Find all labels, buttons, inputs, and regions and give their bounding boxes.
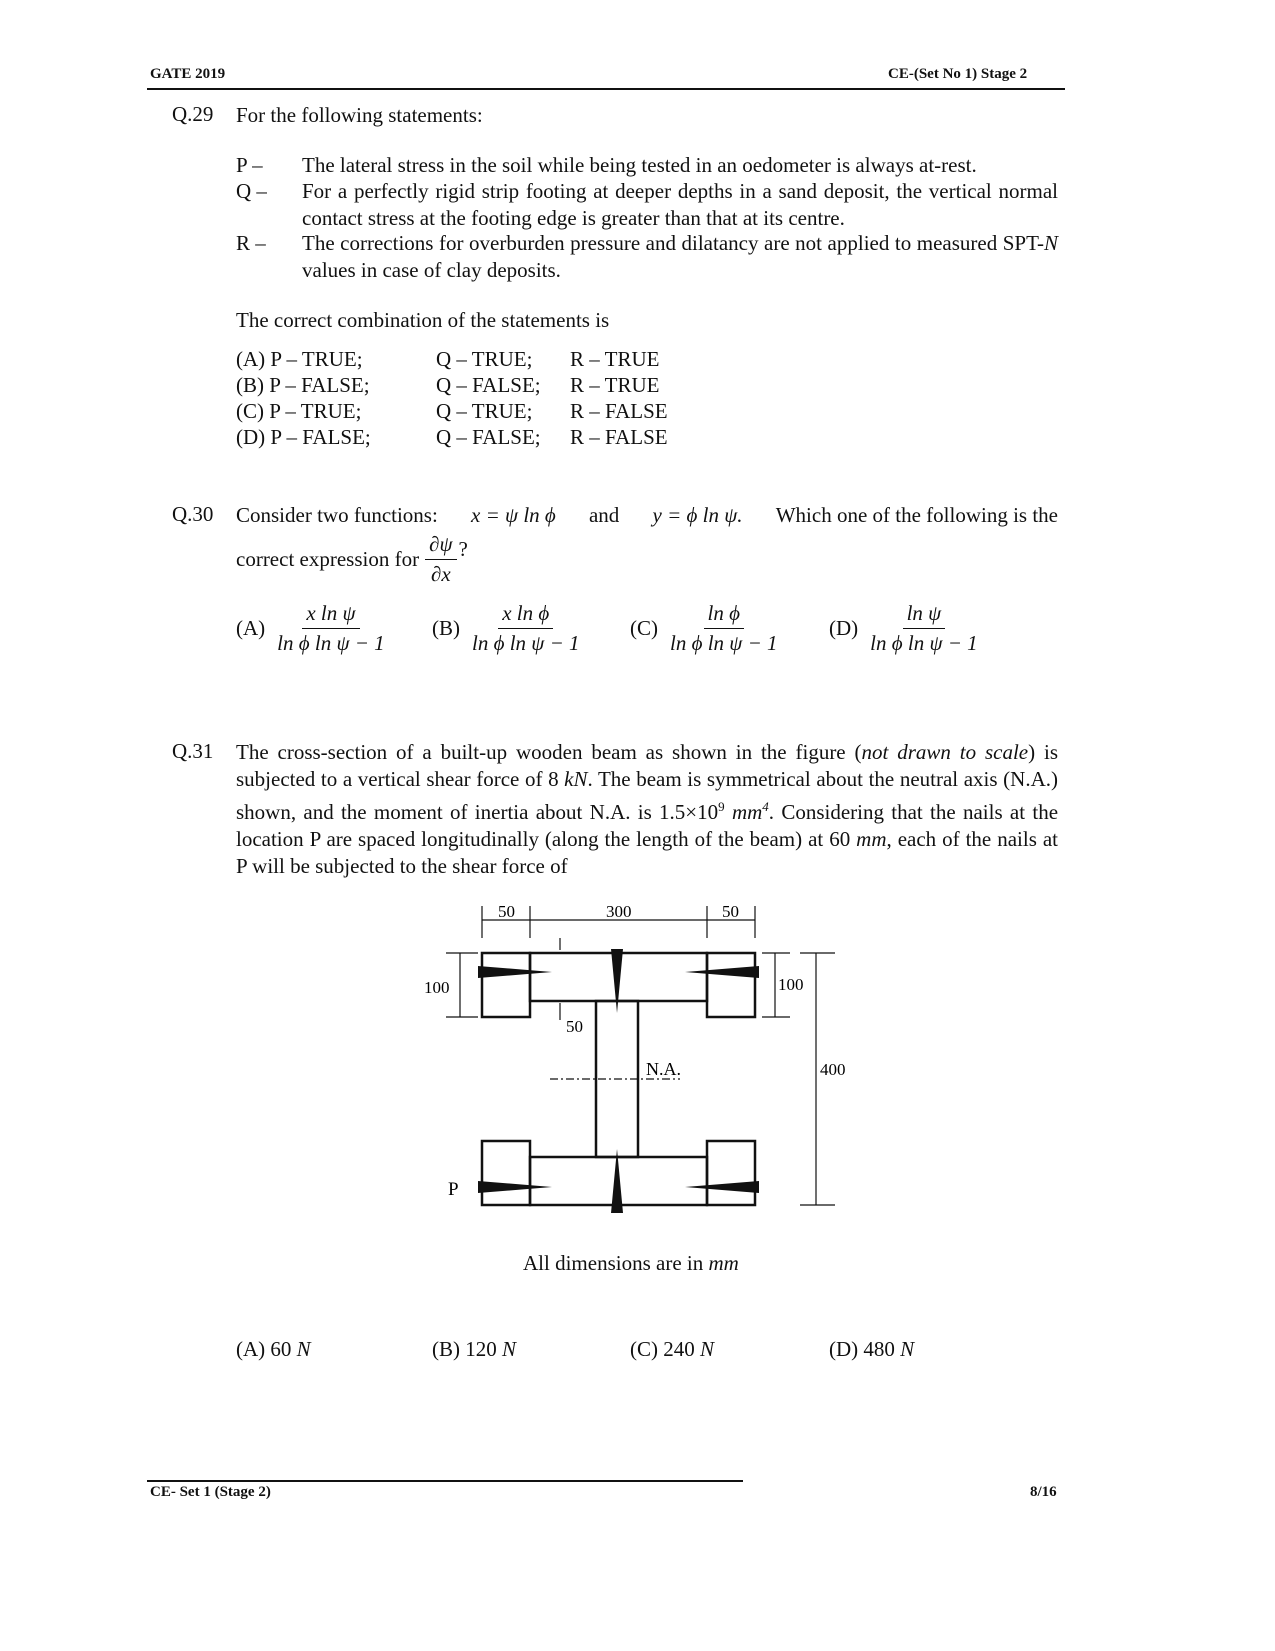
q29-stem: For the following statements: — [236, 103, 483, 127]
q30-option-a[interactable]: (A) $\frac{\text{x ln ψ}}{\text{ln ϕ ln ψ − 1}}$ — [236, 601, 385, 655]
dim-100-left: 100 — [424, 978, 450, 997]
na-label: N.A. — [646, 1059, 681, 1079]
q31-stem: The cross-section of a built-up wooden beam as shown in the figure (not drawn to scale) is subjected to a vertical shear force of 8 kN. The beam is symmetrical about the neutral axis (N.A.) shown, and the moment of inertia about N.A. is $1.5\times 10^9$ $mm^4$. Considering that the nails at the location P are spaced longitudinally (along the length of the beam) at 60 mm, each of the nails at P will be subjected to the shear force of — [236, 740, 1059, 878]
q29-number: Q.29 — [172, 102, 214, 126]
dim-50-right: 50 — [722, 902, 739, 921]
q31-number: Q.31 — [172, 739, 214, 763]
nail-bottom-right — [685, 1181, 759, 1193]
dim-50-left: 50 — [498, 902, 515, 921]
q31-option-c[interactable]: (C) 240 N — [630, 1337, 715, 1361]
header-left: GATE 2019 — [150, 66, 226, 82]
q29-label-p: P – — [236, 153, 263, 177]
q31-option-b[interactable]: (B) 120 N — [432, 1337, 517, 1361]
footer-rule — [147, 1480, 743, 1482]
q30-line1: Consider two functions: x = ψ ln ϕ and y = ϕ ln ψ. Which one of the following is the — [236, 503, 1058, 527]
nail-bottom-left — [478, 1181, 552, 1193]
figure-caption: All dimensions are in mm — [523, 1251, 739, 1275]
q30-option-c[interactable]: (C) $\frac{\text{ln ϕ}}{\text{ln ϕ ln ψ − 1}}$ — [630, 601, 778, 655]
q29-prompt: The correct combination of the statements is — [236, 308, 610, 332]
nail-top-right — [685, 966, 759, 978]
dim-100-right: 100 — [778, 975, 804, 994]
q31-option-a[interactable]: (A) 60 N — [236, 1337, 311, 1361]
q31-option-d[interactable]: (D) 480 N — [829, 1337, 915, 1361]
q30-derivative: $\frac{\partial\psi}{\partial x}$ — [425, 531, 456, 588]
q29-statement-r: The corrections for overburden pressure and dilatancy are not applied to measured SPT-N values in case of clay deposits. — [302, 231, 1058, 282]
q30-line2: correct expression for $\frac{\partial\psi}{\partial x}$ ? — [236, 532, 468, 586]
q29-statement-p: The lateral stress in the soil while being tested in an oedometer is always at-rest. — [302, 153, 977, 177]
dim-400: 400 — [820, 1060, 846, 1079]
q30-eq-x: x = ψ ln ϕ — [471, 503, 556, 527]
page-number: 8/16 — [1030, 1484, 1057, 1500]
header-right: CE-(Set No 1) Stage 2 — [888, 66, 1028, 82]
nail-top-center — [611, 949, 623, 1013]
dim-300: 300 — [606, 902, 632, 921]
bottom-left-block — [482, 1141, 530, 1205]
top-right-block — [707, 953, 755, 1017]
q29-statement-q: For a perfectly rigid strip footing at deeper depths in a sand deposit, the vertical normal contact stress at the footing edge is greater than that at its centre. — [302, 179, 1058, 230]
top-left-block — [482, 953, 530, 1017]
q30-option-b[interactable]: (B) $\frac{\text{x ln ϕ}}{\text{ln ϕ ln ψ − 1}}$ — [432, 601, 580, 655]
nail-top-left — [478, 966, 552, 978]
p-label: P — [448, 1179, 459, 1200]
q29-label-r: R – — [236, 231, 266, 255]
q29-label-q: Q – — [236, 179, 267, 203]
footer-left: CE- Set 1 (Stage 2) — [150, 1484, 271, 1500]
q30-number: Q.30 — [172, 502, 214, 526]
q30-eq-y: y = ϕ ln ψ. — [652, 503, 743, 527]
q30-option-d[interactable]: (D) $\frac{\text{ln ψ}}{\text{ln ϕ ln ψ − 1}}$ — [829, 601, 978, 655]
bottom-right-block — [707, 1141, 755, 1205]
dim-50-web: 50 — [566, 1017, 583, 1036]
nail-bottom-center — [611, 1149, 623, 1213]
